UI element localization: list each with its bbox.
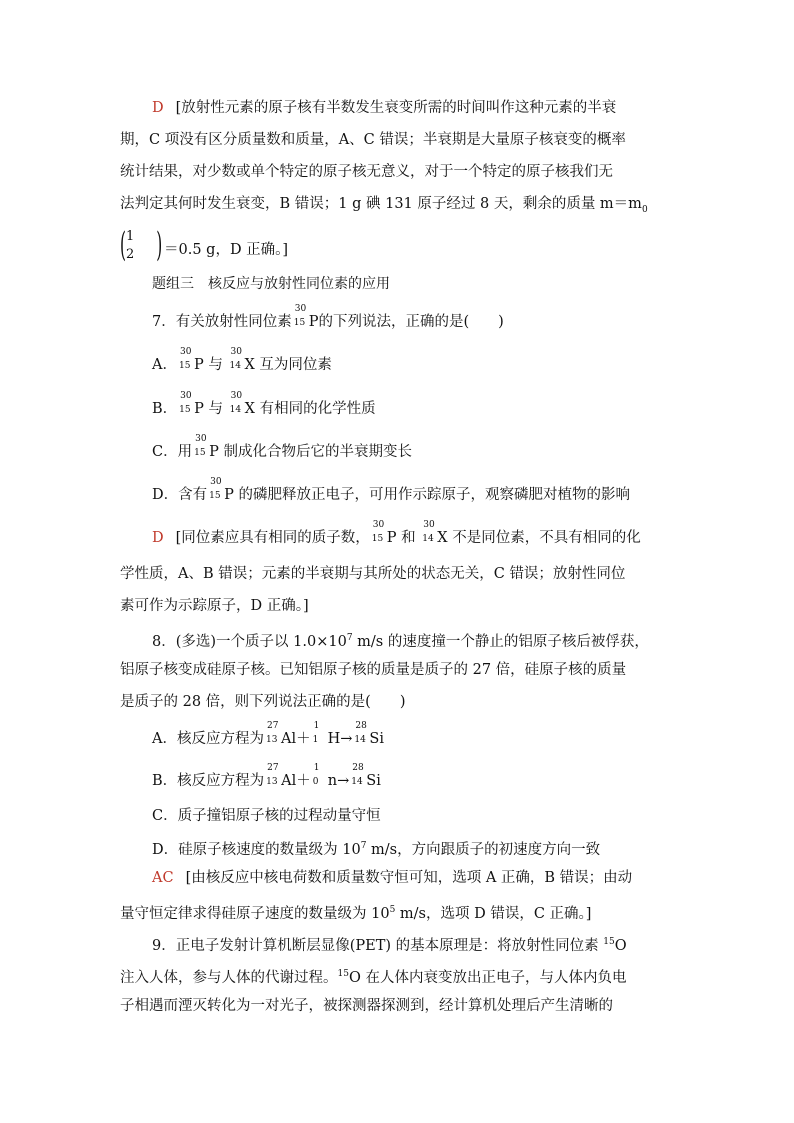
q7-answer-line-1: D [同位素应具有相同的质子数， 30 15 P 和 30 14 X 不是同位素，不具有相同的化 <box>152 520 641 546</box>
q7-answer-line-3: 素可作为示踪原子，D 正确。] <box>120 598 309 614</box>
q6-answer-line-2: 期，C 项没有区分质量数和质量，A、C 错误；半衰期是大量原子核衰变的概率 <box>120 132 626 148</box>
q8-option-d: D．硅原子核速度的数量级为 $10^7$ m/s，方向跟质子的初速度方向一致 <box>152 841 601 858</box>
q9-stem-line-3: 子相遇而湮灭转化为一对光子，被探测器探测到，经计算机处理后产生清晰的 <box>120 998 613 1014</box>
q9-stem-line-2: 注入人体，参与人体的代谢过程。$^{15}$O 在人体内衰变放出正电子，与人体内负电 <box>120 969 627 986</box>
q7-answer-line-2: 学性质，A、B 错误；元素的半衰期与其所处的状态无关，C 错误；放射性同位 <box>120 566 626 582</box>
q8-answer-line-1: AC [由核反应中核电荷数和质量数守恒可知，选项 A 正确，B 错误；由动 <box>152 870 633 886</box>
q8-option-b: B．核反应方程为 27 13 Al＋ 1 0 n→ 28 14 Si <box>152 763 381 789</box>
q8-answer-line-2: 量守恒定律求得硅原子速度的数量级为 $10^5$ m/s，选项 D 错误，C 正确。] <box>120 905 592 922</box>
fraction: ( 1 2 ) <box>120 225 162 265</box>
q8-stem-line-1: 8．(多选)一个质子以 $1.0\times 10^7$ m/s 的速度撞一个静止的铝原子核后被俘获， <box>152 633 649 650</box>
answer-letter: D <box>152 100 164 116</box>
q8-stem-line-2: 铝原子核变成硅原子核。已知铝原子核的质量是质子的 27 倍，硅原子核的质量 <box>120 662 627 678</box>
q8-option-a: A．核反应方程为 27 13 Al＋ 1 1 H→ 28 14 Si <box>152 721 384 747</box>
q6-answer-line-5: ( 1 2 ) ＝0.5 g，D 正确。] <box>120 225 289 265</box>
q6-answer-line-3: 统计结果，对少数或单个特定的原子核无意义，对于一个特定的原子核我们无 <box>120 164 613 180</box>
q7-stem: 7．有关放射性同位素 30 15 P的下列说法，正确的是( ) <box>152 304 504 330</box>
q6-answer-line-1: D [放射性元素的原子核有半数发生衰变所需的时间叫作这种元素的半衰 <box>152 100 617 116</box>
q8-option-c: C．质子撞铝原子核的过程动量守恒 <box>152 808 381 824</box>
q7-option-c: C．用 30 15 P 制成化合物后它的半衰期变长 <box>152 434 412 460</box>
q8-stem-line-3: 是质子的 28 倍，则下列说法正确的是( ) <box>120 694 406 710</box>
q6-answer-line-4: 法判定其何时发生衰变，B 错误；1 g 碘 131 原子经过 8 天，剩余的质量 $m=m_0$ <box>120 196 648 215</box>
section-title: 题组三 核反应与放射性同位素的应用 <box>152 276 390 292</box>
q7-option-d: D．含有 30 15 P 的磷肥释放正电子，可用作示踪原子，观察磷肥对植物的影响 <box>152 477 631 503</box>
answer-letter: D <box>152 530 164 546</box>
q7-option-b: B． 30 15 P 与 30 14 X 有相同的化学性质 <box>152 391 376 417</box>
q7-option-a: A． 30 15 P 与 30 14 X 互为同位素 <box>152 347 332 373</box>
answer-letter: AC <box>152 870 174 886</box>
q9-stem-line-1: 9．正电子发射计算机断层显像(PET) 的基本原理是：将放射性同位素 $^{15}$O <box>152 937 627 954</box>
